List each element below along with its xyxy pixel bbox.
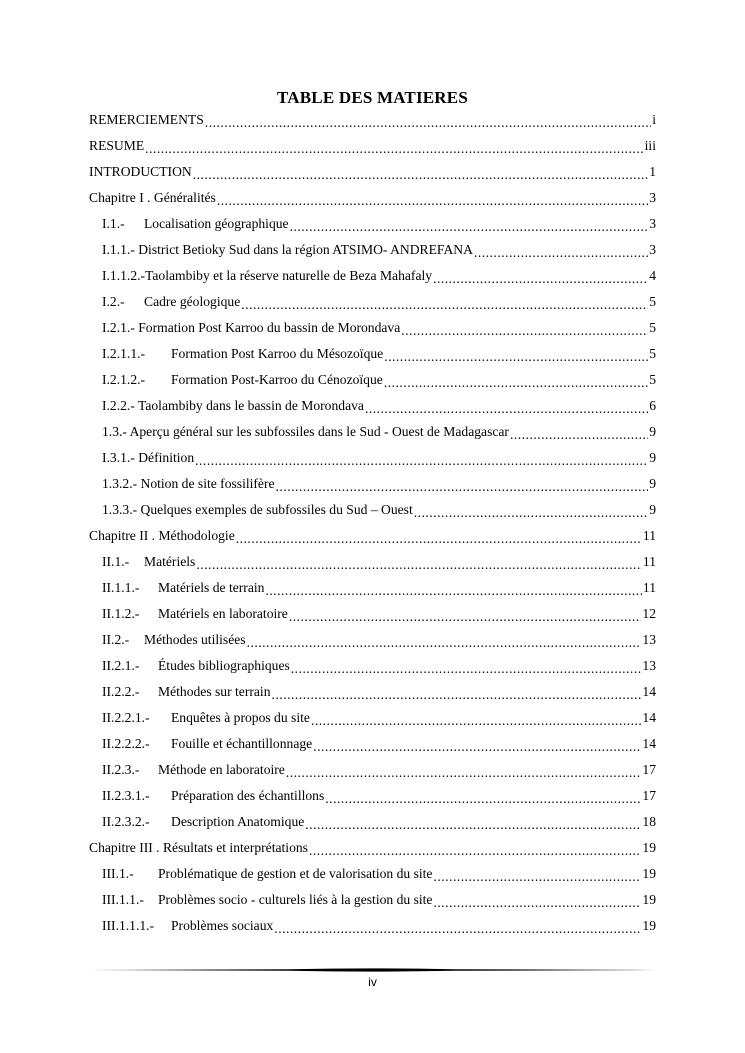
toc-entry-text: INTRODUCTION: [89, 164, 192, 179]
toc-entry-page: 6: [649, 398, 656, 413]
toc-entry-text: I.3.1.- Définition: [102, 450, 195, 465]
toc-entry-text: Enquêtes à propos du site: [171, 710, 310, 725]
toc-entry-number: II.2.3.1.-: [102, 788, 150, 803]
toc-entry[interactable]: [89, 107, 656, 133]
toc-entry-number: II.2.2.2.-: [102, 736, 150, 751]
toc-entry-label: [102, 866, 432, 882]
toc-entry[interactable]: [89, 289, 656, 315]
toc-entry-text: Chapitre I . Généralités: [89, 190, 216, 205]
toc-entry-number: II.2.2.1.-: [102, 710, 150, 725]
toc-entry-label: [102, 450, 194, 466]
toc-entry-text: RESUME: [89, 138, 145, 153]
toc-entry-number: I.2.1.2.-: [102, 372, 146, 387]
toc-entry-page: 19: [642, 866, 656, 881]
toc-entry-label: [102, 580, 264, 596]
toc-entry-page: 3: [649, 242, 656, 257]
toc-entry-page: 5: [649, 294, 656, 309]
toc-entry-text: Problèmes socio - culturels liés à la gestion du site: [158, 892, 433, 907]
dot-leader: [305, 817, 641, 833]
toc-entry-label: [102, 346, 383, 362]
toc-entry-text: Fouille et échantillonnage: [171, 736, 313, 751]
toc-entry-label: [89, 528, 235, 544]
toc-entry-page: 5: [649, 372, 656, 387]
toc-entry-text: Formation Post Karroo du Mésozoïque: [171, 346, 384, 361]
toc-entry-number: II.1.1.-: [102, 580, 140, 595]
toc-entry-label: [102, 242, 473, 258]
toc-entry-label: [102, 736, 312, 752]
toc-entry[interactable]: [89, 835, 656, 861]
toc-entry-label: [102, 476, 275, 492]
toc-entry-number: III.1.1.1.-: [102, 918, 155, 933]
toc-entry[interactable]: [89, 757, 656, 783]
toc-entry-page: 19: [642, 892, 656, 907]
toc-entry-number: II.2.1.-: [102, 658, 140, 673]
dot-leader: [474, 245, 648, 261]
toc-entry[interactable]: [89, 705, 656, 731]
toc-entry-label: [102, 320, 400, 336]
toc-entry-number: II.2.-: [102, 632, 130, 647]
toc-entry-text: Méthodes utilisées: [144, 632, 246, 647]
toc-entry-text: Chapitre II . Méthodologie: [89, 528, 235, 543]
toc-entry-page: 9: [649, 476, 656, 491]
toc-entry-text: Matériels de terrain: [158, 580, 265, 595]
toc-entry-number: II.2.3.2.-: [102, 814, 150, 829]
toc-entry-page: 14: [642, 736, 656, 751]
toc-entry-page: 9: [649, 450, 656, 465]
toc-entry-text: Méthodes sur terrain: [158, 684, 271, 699]
toc-entry-label: [89, 190, 216, 206]
toc-entry[interactable]: [89, 341, 656, 367]
dot-leader: [433, 869, 641, 885]
toc-entry[interactable]: [89, 237, 656, 263]
toc-entry[interactable]: [89, 211, 656, 237]
toc-entry-page: 5: [649, 320, 656, 335]
toc-entry-label: [102, 684, 271, 700]
toc-entry-number: II.1.-: [102, 554, 130, 569]
toc-entry[interactable]: [89, 549, 656, 575]
toc-entry[interactable]: [89, 653, 656, 679]
toc-entry[interactable]: [89, 627, 656, 653]
toc-entry[interactable]: [89, 419, 656, 445]
dot-leader: [241, 297, 648, 313]
table-of-contents: [89, 107, 656, 939]
dot-leader: [195, 453, 648, 469]
toc-entry-text: Localisation géographique: [144, 216, 289, 231]
toc-entry-page: 19: [642, 840, 656, 855]
toc-entry[interactable]: [89, 263, 656, 289]
toc-entry-label: [102, 658, 290, 674]
toc-entry-label: [89, 840, 308, 856]
toc-entry-text: Description Anatomique: [171, 814, 305, 829]
toc-entry-number: II.2.2.-: [102, 684, 140, 699]
dot-leader: [286, 765, 642, 781]
toc-entry-text: Problématique de gestion et de valorisation du site: [158, 866, 433, 881]
toc-entry[interactable]: [89, 601, 656, 627]
toc-entry[interactable]: [89, 471, 656, 497]
toc-entry-label: [102, 372, 383, 388]
toc-entry-label: [102, 892, 432, 908]
toc-entry-text: Matériels en laboratoire: [158, 606, 288, 621]
page-number: iv: [368, 975, 377, 989]
toc-entry-page: 17: [642, 788, 656, 803]
dot-leader: [236, 531, 642, 547]
toc-entry-label: [102, 216, 289, 232]
toc-entry-text: 1.3.2.- Notion de site fossilifère: [102, 476, 275, 491]
toc-entry-page: 3: [649, 190, 656, 205]
toc-entry[interactable]: [89, 159, 656, 185]
dot-leader: [291, 661, 642, 677]
toc-entry-page: 1: [649, 164, 656, 179]
toc-entry-label: [102, 788, 324, 804]
toc-entry-label: [102, 398, 364, 414]
dot-leader: [205, 115, 651, 131]
toc-entry-page: 13: [642, 658, 656, 673]
toc-entry[interactable]: [89, 445, 656, 471]
toc-entry-label: [102, 294, 240, 310]
toc-entry-number: I.1.-: [102, 216, 125, 231]
toc-entry[interactable]: [89, 575, 656, 601]
dot-leader: [289, 609, 642, 625]
toc-entry-text: I.2.1.- Formation Post Karroo du bassin de Morondava: [102, 320, 401, 335]
dot-leader: [414, 505, 648, 521]
toc-entry[interactable]: [89, 731, 656, 757]
toc-entry-label: [102, 814, 304, 830]
page-title: TABLE DES MATIERES: [277, 88, 468, 107]
dot-leader: [265, 583, 641, 599]
dot-leader: [384, 349, 648, 365]
toc-entry[interactable]: [89, 861, 656, 887]
toc-entry-page: 11: [642, 528, 656, 543]
toc-entry-text: Méthode en laboratoire: [158, 762, 285, 777]
dot-leader: [311, 713, 641, 729]
dot-leader: [325, 791, 641, 807]
toc-entry-label: [102, 918, 273, 934]
toc-entry-label: [102, 554, 195, 570]
toc-entry[interactable]: [89, 393, 656, 419]
toc-entry-number: III.1.-: [102, 866, 134, 881]
toc-entry[interactable]: [89, 133, 656, 159]
toc-entry-text: Cadre géologique: [144, 294, 241, 309]
toc-entry-page: 19: [642, 918, 656, 933]
toc-entry[interactable]: [89, 887, 656, 913]
dot-leader: [217, 193, 648, 209]
toc-entry[interactable]: [89, 497, 656, 523]
toc-entry-text: Études bibliographiques: [158, 658, 290, 673]
toc-entry-number: II.1.2.-: [102, 606, 140, 621]
toc-entry-text: REMERCIEMENTS: [89, 112, 204, 127]
toc-entry-number: II.2.3.-: [102, 762, 140, 777]
toc-entry-text: 1.3.- Aperçu général sur les subfossiles dans le Sud - Ouest de Madagascar: [102, 424, 509, 439]
toc-entry-page: 11: [642, 580, 656, 595]
toc-entry-number: III.1.1.-: [102, 892, 144, 907]
dot-leader: [313, 739, 641, 755]
toc-entry-page: 18: [642, 814, 656, 829]
toc-entry-text: I.1.1.2.-Taolambiby et la réserve naturelle de Beza Mahafaly: [102, 268, 433, 283]
toc-entry-label: [89, 138, 144, 154]
dot-leader: [272, 687, 642, 703]
dot-leader: [274, 921, 641, 937]
toc-entry[interactable]: [89, 913, 656, 939]
toc-entry-page: 3: [649, 216, 656, 231]
toc-entry[interactable]: [89, 679, 656, 705]
toc-entry-page: 12: [642, 606, 656, 621]
toc-entry-text: 1.3.3.- Quelques exemples de subfossiles du Sud – Ouest: [102, 502, 413, 517]
toc-entry-text: Chapitre III . Résultats et interprétations: [89, 840, 308, 855]
dot-leader: [433, 271, 648, 287]
toc-entry-label: [102, 502, 413, 518]
dot-leader: [309, 843, 641, 859]
toc-entry-page: 9: [649, 424, 656, 439]
toc-entry-page: iii: [644, 138, 656, 153]
toc-entry-label: [102, 606, 288, 622]
toc-entry-page: 14: [642, 684, 656, 699]
dot-leader: [384, 375, 648, 391]
toc-entry-page: 11: [642, 554, 656, 569]
toc-entry-text: Matériels: [144, 554, 196, 569]
toc-entry-label: [102, 424, 509, 440]
dot-leader: [365, 401, 648, 417]
toc-entry[interactable]: [89, 367, 656, 393]
toc-entry[interactable]: [89, 809, 656, 835]
toc-entry-label: [102, 632, 246, 648]
toc-entry-number: I.2.-: [102, 294, 125, 309]
toc-entry-number: I.2.1.1.-: [102, 346, 146, 361]
toc-entry[interactable]: [89, 523, 656, 549]
dot-leader: [290, 219, 649, 235]
toc-entry-text: Formation Post-Karroo du Cénozoïque: [171, 372, 383, 387]
toc-entry[interactable]: [89, 315, 656, 341]
toc-entry-page: i: [652, 112, 656, 127]
dot-leader: [401, 323, 648, 339]
toc-entry-text: Problèmes sociaux: [171, 918, 274, 933]
toc-entry-label: [102, 710, 310, 726]
dot-leader: [193, 167, 649, 183]
toc-entry-label: [102, 762, 285, 778]
dot-leader: [196, 557, 642, 573]
toc-entry-label: [89, 112, 204, 128]
toc-entry-text: Préparation des échantillons: [171, 788, 325, 803]
toc-entry-page: 9: [649, 502, 656, 517]
toc-entry-page: 4: [649, 268, 656, 283]
dot-leader: [247, 635, 642, 651]
toc-entry-page: 14: [642, 710, 656, 725]
toc-entry[interactable]: [89, 185, 656, 211]
toc-entry-label: [102, 268, 432, 284]
dot-leader: [433, 895, 641, 911]
toc-entry-page: 13: [642, 632, 656, 647]
toc-entry[interactable]: [89, 783, 656, 809]
dot-leader: [510, 427, 648, 443]
footer-divider: [89, 967, 656, 973]
dot-leader: [276, 479, 649, 495]
toc-entry-text: I.1.1.- District Betioky Sud dans la région ATSIMO- ANDREFANA: [102, 242, 473, 257]
toc-entry-page: 17: [642, 762, 656, 777]
dot-leader: [145, 141, 644, 157]
toc-entry-text: I.2.2.- Taolambiby dans le bassin de Morondava: [102, 398, 364, 413]
toc-entry-page: 5: [649, 346, 656, 361]
toc-entry-label: [89, 164, 192, 180]
